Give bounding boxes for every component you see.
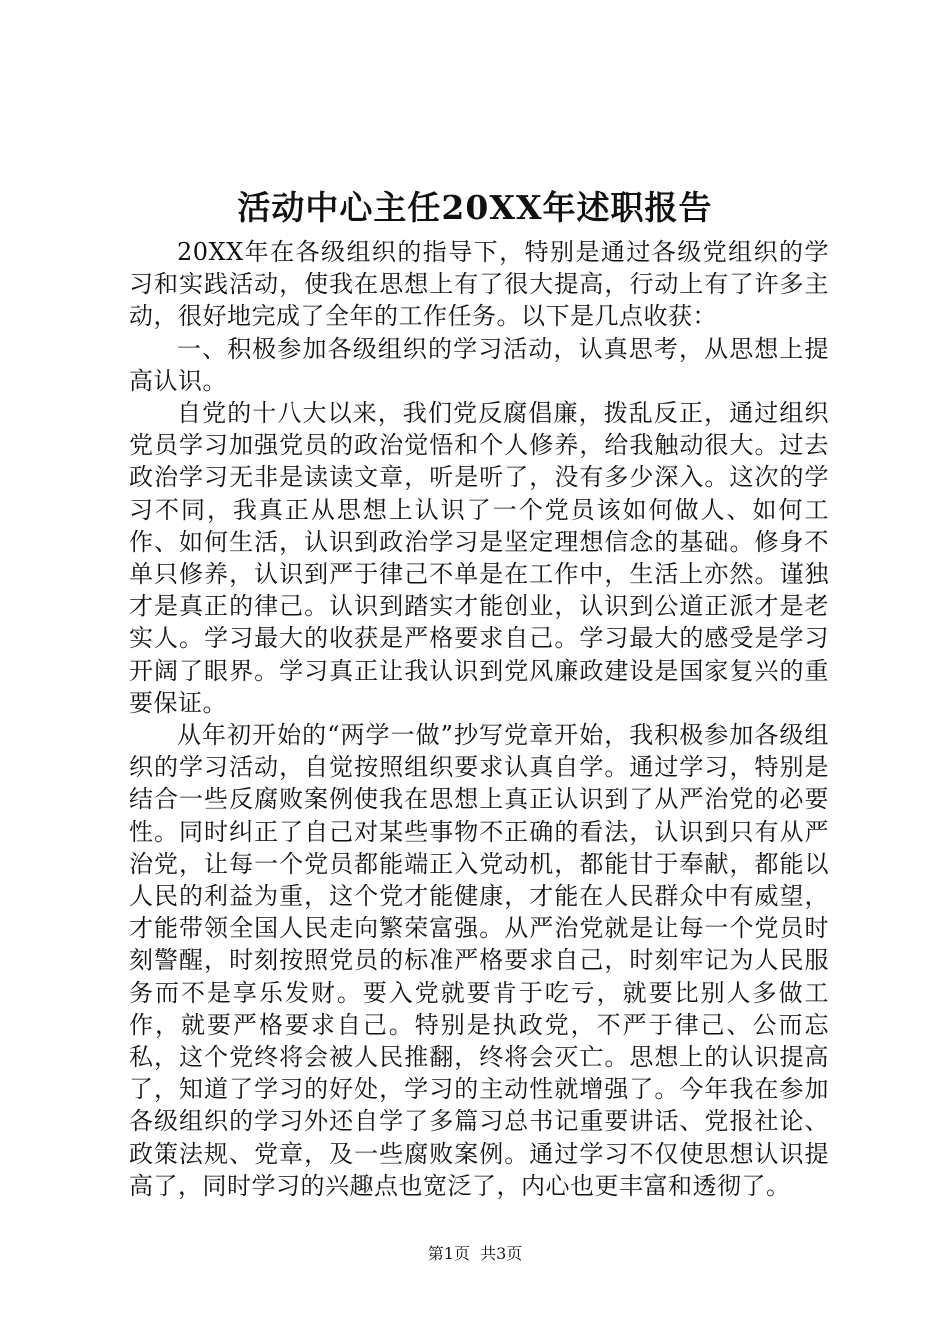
document-body: [129, 236, 829, 1202]
paragraph-section-heading: 一、积极参加各级组织的学习活动，认真思考，从思想上提高认识。: [129, 334, 829, 395]
paragraph-party-discipline: 从年初开始的“两学一做”抄写党章开始，我积极参加各级组织的学习活动，自觉按照组织要求认真自学。通过学习，特别是结合一些反腐败案例使我在思想上真正认识到了从严治党的必要性。同时纠正了自己对某些事物不正确的看法，认识到只有从严治党，让每一个党员都能端正入党动机，都能甘于奉献，都能以人民的利益为重，这个党才能健康，才能在人民群众中有威望，才能带领全国人民走向繁荣富强。从严治党就是让每一个党员时刻警醒，时刻按照党员的标准严格要求自己，时刻牢记为人民服务而不是享乐发财。要入党就要肯于吃亏，就要比别人多做工作，就要严格要求自己。特别是执政党，不严于律己、公而忘私，这个党终将会被人民推翻，终将会灭亡。思想上的认识提高了，知道了学习的好处，学习的主动性就增强了。今年我在参加各级组织的学习外还自学了多篇习总书记重要讲话、党报社论、政策法规、党章，及一些腐败案例。通过学习不仅使思想认识提高了，同时学习的兴趣点也宽泛了，内心也更丰富和透彻了。: [129, 721, 829, 1200]
page-number-footer: 第1页 共3页: [427, 1244, 523, 1263]
paragraph-intro: 20XX年在各级组织的指导下，特别是通过各级党组织的学习和实践活动，使我在思想上有了很大提高，行动上有了许多主动，很好地完成了全年的工作任务。以下是几点收获：: [129, 238, 829, 331]
document-title: 活动中心主任20XX年述职报告: [237, 188, 713, 227]
paragraph-study-reflection: 自党的十八大以来，我们党反腐倡廉，拨乱反正，通过组织党员学习加强党员的政治觉悟和个人修养，给我触动很大。过去政治学习无非是读读文章，听是听了，没有多少深入。这次的学习不同，我真正从思想上认识了一个党员该如何做人、如何工作、如何生活，认识到政治学习是坚定理想信念的基础。修身不单只修养，认识到严于律己不单是在工作中，生活上亦然。谨独才是真正的律己。认识到踏实才能创业，认识到公道正派才是老实人。学习最大的收获是严格要求自己。学习最大的感受是学习开阔了眼界。学习真正让我认识到党风廉政建设是国家复兴的重要保证。: [129, 399, 829, 717]
